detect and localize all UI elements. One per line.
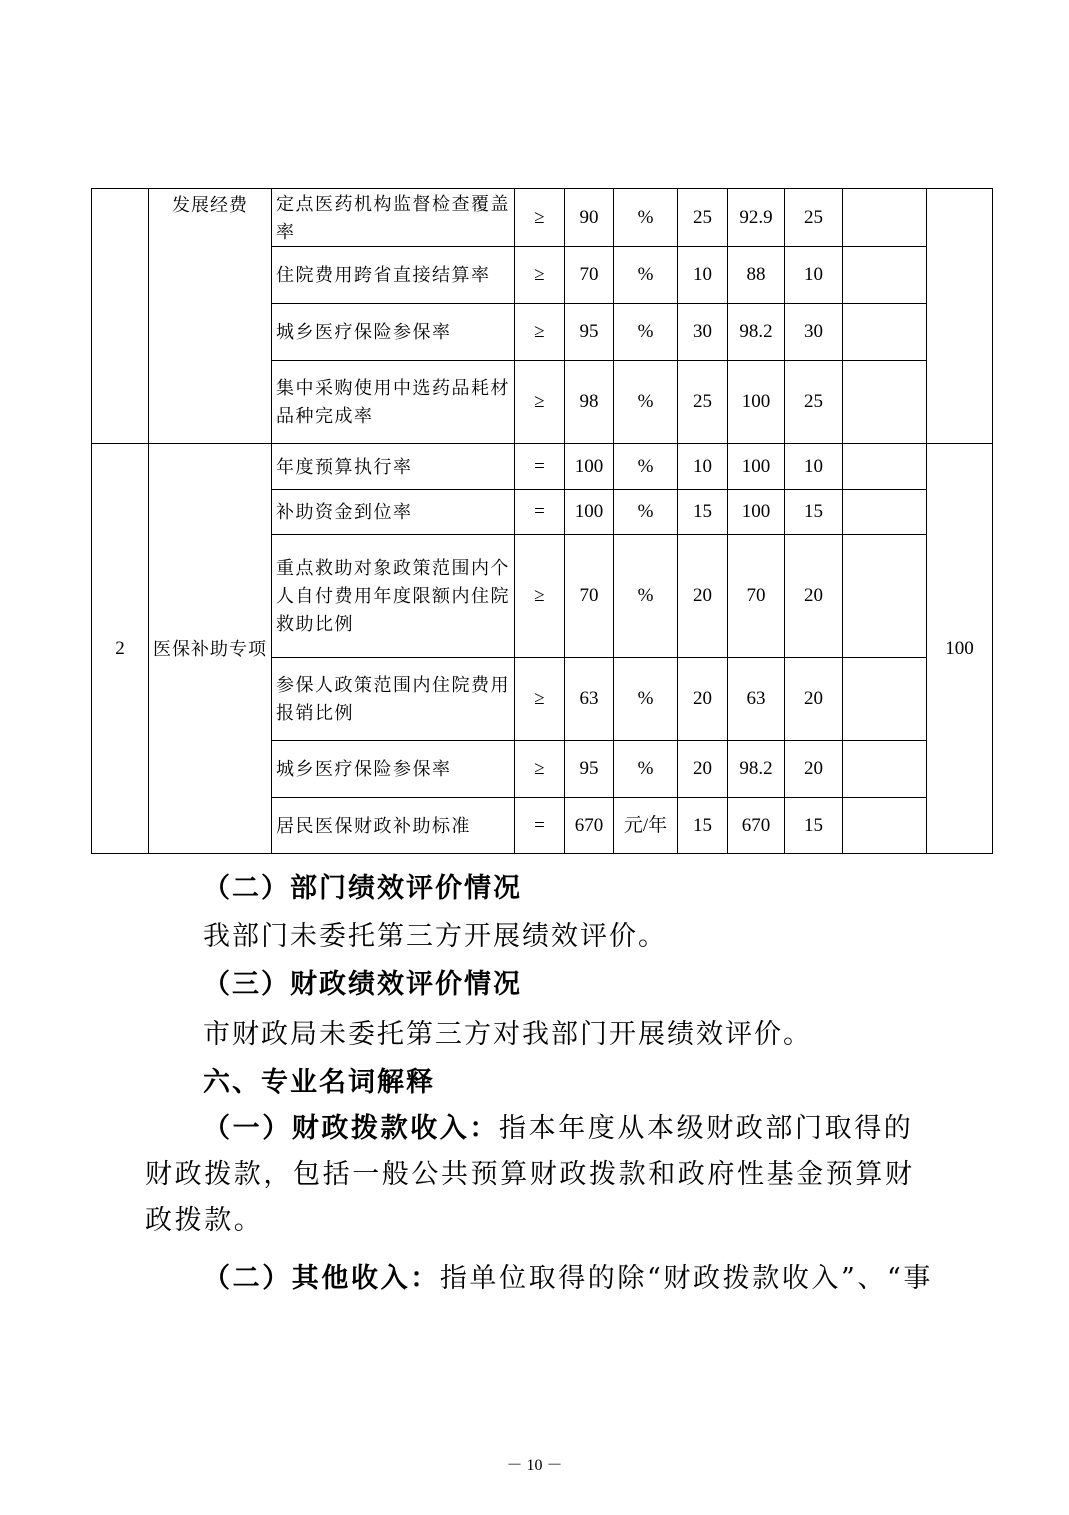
target-cell: 63 [565,658,614,741]
dept-eval-text: 我部门未委托第三方开展绩效评价。 [203,921,667,952]
score-cell: 25 [785,189,843,247]
indicator-cell: 集中采购使用中选药品耗材品种完成率 [272,361,515,444]
actual-cell: 98.2 [728,741,785,798]
indicator-cell: 年度预算执行率 [272,444,515,490]
unit-cell: % [614,535,678,658]
weight-cell: 10 [678,247,728,304]
unit-cell: % [614,658,678,741]
unit-cell: % [614,444,678,490]
weight-cell: 15 [678,490,728,535]
remark-cell [843,247,927,304]
target-cell: 98 [565,361,614,444]
remark-cell [843,490,927,535]
project-name-cell: 发展经费 [149,189,272,444]
total-cell: 100 [927,444,993,854]
score-cell: 15 [785,798,843,854]
actual-cell: 92.9 [728,189,785,247]
remark-cell [843,444,927,490]
remark-cell [843,741,927,798]
actual-cell: 88 [728,247,785,304]
score-cell: 20 [785,658,843,741]
actual-cell: 100 [728,490,785,535]
weight-cell: 25 [678,189,728,247]
term1-label: （一）财政拨款收入： [203,1113,499,1144]
operator-cell: = [515,798,565,854]
operator-cell: ≥ [515,247,565,304]
remark-cell [843,535,927,658]
operator-cell: ≥ [515,361,565,444]
indicator-cell: 参保人政策范围内住院费用报销比例 [272,658,515,741]
remark-cell [843,658,927,741]
indicator-cell: 城乡医疗保险参保率 [272,741,515,798]
weight-cell: 20 [678,535,728,658]
operator-cell: ≥ [515,741,565,798]
glossary-heading: 六、专业名词解释 [203,1067,435,1098]
operator-cell: = [515,444,565,490]
score-cell: 30 [785,304,843,361]
unit-cell: % [614,361,678,444]
total-cell [927,189,993,444]
score-cell: 10 [785,444,843,490]
actual-cell: 98.2 [728,304,785,361]
actual-cell: 63 [728,658,785,741]
unit-cell: % [614,304,678,361]
actual-cell: 100 [728,444,785,490]
actual-cell: 100 [728,361,785,444]
weight-cell: 20 [678,741,728,798]
weight-cell: 25 [678,361,728,444]
operator-cell: = [515,490,565,535]
term1-paragraph [145,1106,941,1244]
unit-cell: % [614,189,678,247]
weight-cell: 20 [678,658,728,741]
score-cell: 15 [785,490,843,535]
operator-cell: ≥ [515,535,565,658]
project-name-cell: 医保补助专项 [149,444,272,854]
page-number: － 10 － [506,1457,563,1474]
target-cell: 100 [565,490,614,535]
unit-cell: % [614,741,678,798]
term2-paragraph [145,1256,941,1302]
score-cell: 20 [785,535,843,658]
target-cell: 95 [565,304,614,361]
target-cell: 70 [565,535,614,658]
term2-text: 指单位取得的除“财政拨款收入”、“事 [439,1263,934,1294]
score-cell: 20 [785,741,843,798]
operator-cell: ≥ [515,189,565,247]
weight-cell: 10 [678,444,728,490]
target-cell: 100 [565,444,614,490]
indicator-cell: 重点救助对象政策范围内个人自付费用年度限额内住院救助比例 [272,535,515,658]
performance-table [91,188,993,854]
operator-cell: ≥ [515,658,565,741]
dept-eval-heading: （二）部门绩效评价情况 [203,873,522,904]
project-no-cell: 2 [92,444,149,854]
target-cell: 70 [565,247,614,304]
score-cell: 25 [785,361,843,444]
fin-eval-heading: （三）财政绩效评价情况 [203,969,522,1000]
target-cell: 670 [565,798,614,854]
indicator-cell: 定点医药机构监督检查覆盖率 [272,189,515,247]
unit-cell: % [614,490,678,535]
weight-cell: 30 [678,304,728,361]
indicator-cell: 补助资金到位率 [272,490,515,535]
indicator-cell: 住院费用跨省直接结算率 [272,247,515,304]
indicator-cell: 居民医保财政补助标准 [272,798,515,854]
indicator-cell: 城乡医疗保险参保率 [272,304,515,361]
actual-cell: 670 [728,798,785,854]
project-no-cell [92,189,149,444]
term2-label: （二）其他收入： [203,1263,440,1294]
table-row [92,444,993,490]
term1-text: 指本年度从本级财政部门取得的财政拨款，包括一般公共预算财政拨款和政府性基金预算财政拨款。 [145,1113,915,1236]
remark-cell [843,361,927,444]
target-cell: 95 [565,741,614,798]
operator-cell: ≥ [515,304,565,361]
table-row [92,189,993,247]
remark-cell [843,304,927,361]
target-cell: 90 [565,189,614,247]
unit-cell: % [614,247,678,304]
weight-cell: 15 [678,798,728,854]
remark-cell [843,189,927,247]
actual-cell: 70 [728,535,785,658]
fin-eval-text: 市财政局未委托第三方对我部门开展绩效评价。 [203,1019,812,1050]
score-cell: 10 [785,247,843,304]
remark-cell [843,798,927,854]
unit-cell: 元/年 [614,798,678,854]
